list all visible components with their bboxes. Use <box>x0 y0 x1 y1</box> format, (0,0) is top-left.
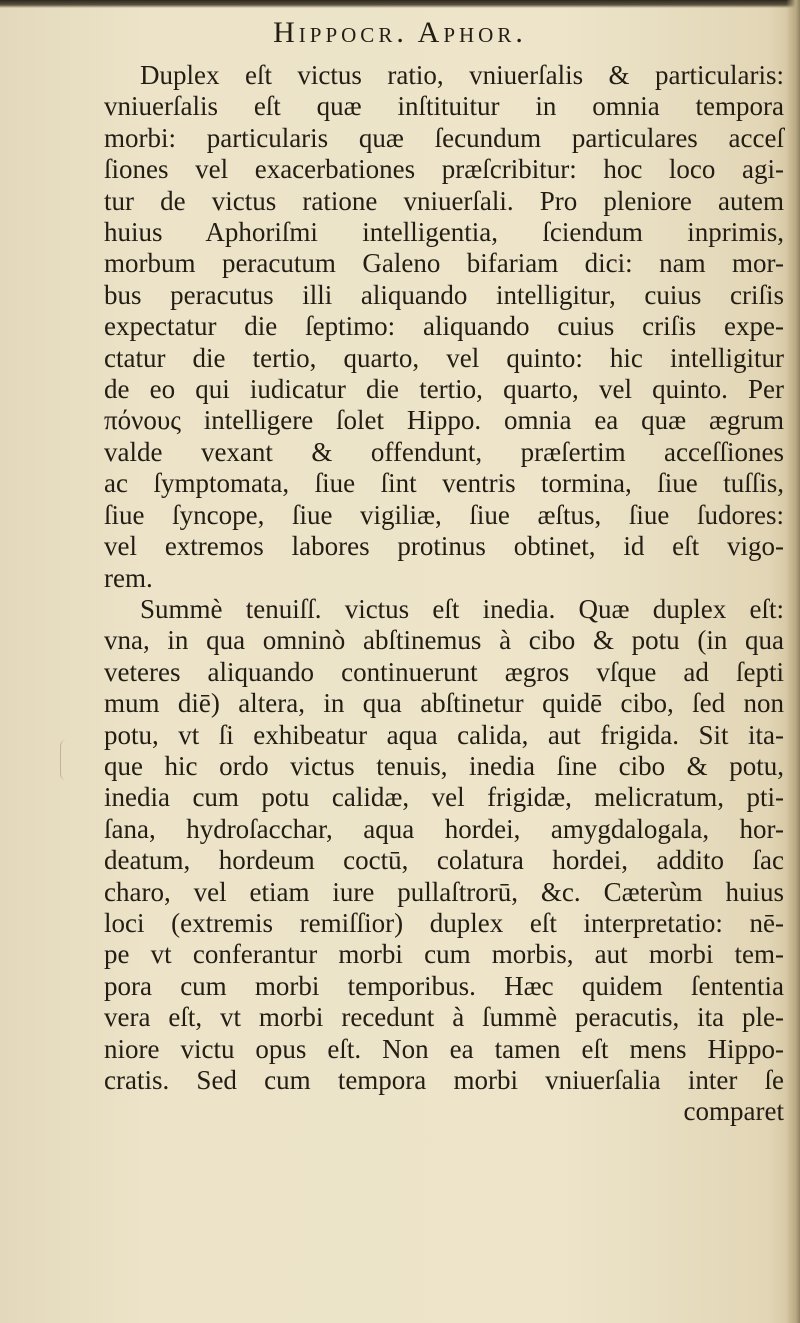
text-line: charo, vel etiam iure pullaſtrorū, &c. Cæterùm huius <box>104 876 784 907</box>
text-line: Duplex eſt victus ratio, vniuerſalis & particularis: <box>140 60 784 90</box>
text-line: ctatur die tertio, quarto, vel quinto: hic intelligitur <box>104 342 784 373</box>
text-line: pora cum morbi temporibus. Hæc quidem ſententia <box>104 970 784 1001</box>
text-line: expectatur die ſeptimo: aliquando cuius criſis expe- <box>104 311 784 342</box>
text-line: morbi: particularis quæ ſecundum particulares acceſ <box>104 122 784 153</box>
page-edge <box>786 0 800 1323</box>
text-line: ſiue ſyncope, ſiue vigiliæ, ſiue æſtus, ſiue ſudores: <box>104 499 784 530</box>
text-line: rem. <box>104 562 153 593</box>
text-line: vna, in qua omninò abſtinemus à cibo & potu (in qua <box>104 625 784 656</box>
text-line: morbum peracutum Galeno bifariam dici: nam mor- <box>104 248 784 279</box>
text-line: Summè tenuiſſ. victus eſt inedia. Quæ duplex eſt: <box>140 593 784 624</box>
text-line: pe vt conferantur morbi cum morbis, aut morbi tem- <box>104 939 784 970</box>
text-line: ſana, hydroſacchar, aqua hordei, amygdalogala, hor- <box>104 813 784 844</box>
text-line: veteres aliquando continuerunt ægros vſque ad ſepti <box>104 656 784 687</box>
margin-mark <box>60 740 73 780</box>
text-line: πόνους intelligere ſolet Hippo. omnia ea quæ ægrum <box>104 405 784 436</box>
text-line: ac ſymptomata, ſiue ſint ventris tormina, ſiue tuſſis, <box>104 468 784 499</box>
text-line: deatum, hordeum coctū, colatura hordei, addito ſac <box>104 845 784 876</box>
catchword: comparet <box>683 1096 784 1127</box>
text-line: niore victu opus eſt. Non ea tamen eſt mens Hippo- <box>104 1033 784 1064</box>
text-line: inedia cum potu calidæ, vel frigidæ, melicratum, pti- <box>104 782 784 813</box>
body-text <box>104 60 784 1128</box>
top-edge-shadow <box>0 0 800 8</box>
text-line: valde vexant & offendunt, præſertim acceſſiones <box>104 436 784 467</box>
text-line: que hic ordo victus tenuis, inedia ſine cibo & potu, <box>104 750 784 781</box>
text-line: tur de victus ratione vniuerſali. Pro pleniore autem <box>104 185 784 216</box>
text-line: vniuerſalis eſt quæ inſtituitur in omnia tempora <box>104 91 784 122</box>
running-head: Hippocr. Aphor. <box>273 16 527 49</box>
text-line: huius Aphoriſmi intelligentia, ſciendum inprimis, <box>104 217 784 248</box>
text-line: de eo qui iudicatur die tertio, quarto, vel quinto. Per <box>104 374 784 405</box>
text-line: vera eſt, vt morbi recedunt à ſummè peracutis, ita ple- <box>104 1002 784 1033</box>
text-line: potu, vt ſi exhibeatur aqua calida, aut frigida. Sit ita- <box>104 719 784 750</box>
text-line: cratis. Sed cum tempora morbi vniuerſalia inter ſe <box>104 1065 784 1095</box>
text-line: mum diē) altera, in qua abſtinetur quidē cibo, ſed non <box>104 688 784 719</box>
text-line: vel extremos labores protinus obtinet, id eſt vigo- <box>104 531 784 562</box>
text-line: loci (extremis remiſſior) duplex eſt interpretatio: nē- <box>104 907 784 938</box>
text-line: bus peracutus illi aliquando intelligitur, cuius criſis <box>104 279 784 310</box>
text-line: ſiones vel exacerbationes præſcribitur: hoc loco agi- <box>104 154 784 185</box>
